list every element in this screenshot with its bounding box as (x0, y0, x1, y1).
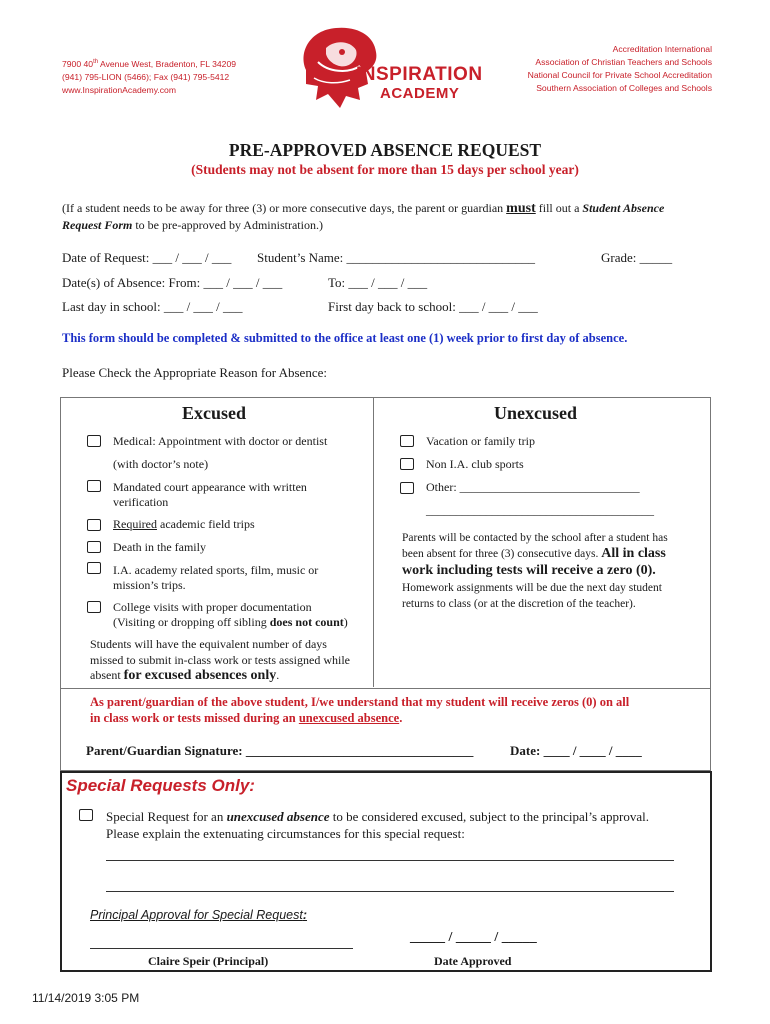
excused-note: missed to submit in-class work or tests assigned while (90, 653, 350, 667)
ack-unexcused: unexcused absence (298, 711, 400, 725)
ack-line: in class work or tests missed during an (90, 711, 299, 725)
print-timestamp: 11/14/2019 3:05 PM (32, 991, 140, 1005)
excused-heading: Excused (182, 403, 247, 423)
accreditation-line: Accreditation International (612, 44, 712, 54)
unexcused-emphasis: work including tests will receive a zero (0). (402, 563, 656, 578)
excused-note-text: . (276, 668, 280, 682)
address-ordinal: th (93, 59, 99, 65)
excused-item-text: ) (343, 615, 348, 629)
principal-signature-line[interactable] (90, 948, 353, 949)
excused-note (90, 668, 279, 683)
special-text: Please explain the extenuating circumstances for this special request: (106, 826, 465, 841)
excused-item: Death in the family (113, 540, 206, 554)
last-day-field[interactable]: Last day in school: ___ / ___ / ___ (62, 299, 243, 314)
principal-approval-label (90, 908, 307, 922)
unexcused-note-line: returns to class (or at the discretion of the teacher). (402, 598, 636, 610)
unexcused-note-line: Homework assignments will be due the next day student (402, 582, 662, 594)
intro-form-name: Student Absence Request Form (62, 201, 665, 232)
excused-item (113, 615, 348, 630)
does-not-count: does not count (269, 615, 344, 629)
unexcused-note-line: Parents will be contacted by the school after a student has (402, 532, 668, 544)
ack-line: As parent/guardian of the above student, I/we understand that my student will receive zeros (0) on all (90, 695, 630, 709)
approval-date-field[interactable]: _____ / _____ / _____ (410, 930, 537, 945)
excused-only-emphasis: for excused absences only (123, 668, 277, 683)
excused-item: Medical: Appointment with doctor or dentist (113, 434, 328, 448)
checkbox-ia-trips[interactable] (87, 562, 101, 574)
special-request-text (106, 808, 696, 842)
unexcused-item: Non I.A. club sports (426, 457, 524, 471)
excused-item (113, 517, 255, 532)
logo-text-inspiration: INSPIRATION (356, 64, 483, 85)
school-contact (62, 56, 236, 97)
principal-name: Claire Speir (Principal) (148, 954, 269, 968)
approval-label-text: Principal Approval for Special Request (90, 908, 303, 922)
checkbox-field-trips[interactable] (87, 519, 101, 531)
intro-part: fill out a (535, 201, 583, 215)
submission-notice: This form should be completed & submitted to the office at least one (1) week prior to first day of absence. (62, 331, 628, 345)
ack-line: . (399, 711, 403, 725)
parent-signature-field[interactable]: Parent/Guardian Signature: ___________________________________ (86, 743, 474, 758)
explanation-line-2[interactable] (106, 891, 674, 892)
excused-item: verification (113, 495, 169, 509)
special-unexcused: unexcused absence (226, 809, 330, 824)
website: www.InspirationAcademy.com (62, 84, 176, 95)
address-line-1: 7900 40 (62, 58, 94, 69)
other-field-line[interactable]: ______________________________________ (426, 503, 654, 517)
accreditation-line: Association of Christian Teachers and Schools (535, 57, 712, 67)
acknowledgement-text (90, 694, 700, 726)
excused-note-text: absent (90, 668, 124, 682)
excused-item: I.A. academy related sports, film, music or (113, 563, 319, 577)
absence-to-field[interactable]: To: ___ / ___ / ___ (328, 275, 428, 290)
absence-from-field[interactable]: Date(s) of Absence: From: ___ / ___ / ___ (62, 275, 283, 290)
unexcused-heading: Unexcused (494, 403, 578, 423)
special-text: Special Request for an (106, 809, 227, 824)
school-logo (288, 22, 483, 114)
intro-part: to be pre-approved by Administration.) (132, 218, 323, 232)
date-approved-label: Date Approved (434, 954, 512, 968)
excused-item: (with doctor’s note) (113, 457, 209, 471)
checkbox-medical[interactable] (87, 435, 101, 447)
accreditation-line: Southern Association of Colleges and Schools (536, 83, 712, 93)
form-subtitle: (Students may not be absent for more than 15 days per school year) (191, 162, 579, 177)
intro-part: (If a student needs to be away for three (3) or more consecutive days, the parent or guardian (62, 201, 507, 215)
unexcused-note (402, 530, 702, 612)
special-requests-box (60, 771, 712, 972)
accreditation-line: National Council for Private School Accreditation (527, 70, 712, 80)
checkbox-club-sports[interactable] (400, 458, 414, 470)
form-title: PRE-APPROVED ABSENCE REQUEST (228, 140, 542, 160)
approval-label-colon: : (302, 908, 308, 922)
excused-item-text: academic field trips (157, 517, 255, 531)
grade-field[interactable]: Grade: _____ (601, 250, 673, 265)
excused-item-text: (Visiting or dropping off sibling (113, 615, 270, 629)
excused-item: College visits with proper documentation (113, 600, 312, 614)
checkbox-court[interactable] (87, 480, 101, 492)
special-text: to be considered excused, subject to the principal’s approval. (329, 809, 649, 824)
intro-must: must (506, 201, 536, 216)
column-divider (373, 397, 374, 687)
signature-date-field[interactable]: Date: ____ / ____ / ____ (510, 743, 642, 758)
address-line-1-rest: Avenue West, Bradenton, FL 34209 (98, 58, 237, 69)
logo-text-academy: ACADEMY (380, 85, 460, 102)
unexcused-item: Vacation or family trip (426, 434, 535, 448)
required-word: Required (113, 517, 157, 531)
unexcused-note-line: been absent for three (3) consecutive days. (402, 548, 602, 560)
checkbox-college[interactable] (87, 601, 101, 613)
checkbox-other[interactable] (400, 482, 414, 494)
special-requests-title: Special Requests Only: (66, 776, 255, 795)
other-field[interactable]: Other: ______________________________ (426, 480, 640, 494)
phone-fax: (941) 795-LION (5466); Fax (941) 795-5412 (62, 71, 230, 82)
excused-note: Students will have the equivalent number of days (90, 637, 327, 651)
explanation-line-1[interactable] (106, 860, 674, 861)
checkbox-special-request[interactable] (79, 809, 93, 821)
student-name-field[interactable]: Student’s Name: _____________________________ (257, 250, 536, 265)
intro-text (62, 200, 672, 234)
date-of-request-field[interactable]: Date of Request: ___ / ___ / ___ (62, 250, 232, 265)
first-day-back-field[interactable]: First day back to school: ___ / ___ / ___ (328, 299, 538, 314)
excused-item: mission’s trips. (113, 578, 186, 592)
accreditations (528, 43, 712, 95)
unexcused-emphasis: All in class (601, 546, 666, 561)
reason-prompt: Please Check the Appropriate Reason for Absence: (62, 365, 327, 380)
checkbox-death[interactable] (87, 541, 101, 553)
excused-item: Mandated court appearance with written (113, 480, 307, 494)
checkbox-vacation[interactable] (400, 435, 414, 447)
